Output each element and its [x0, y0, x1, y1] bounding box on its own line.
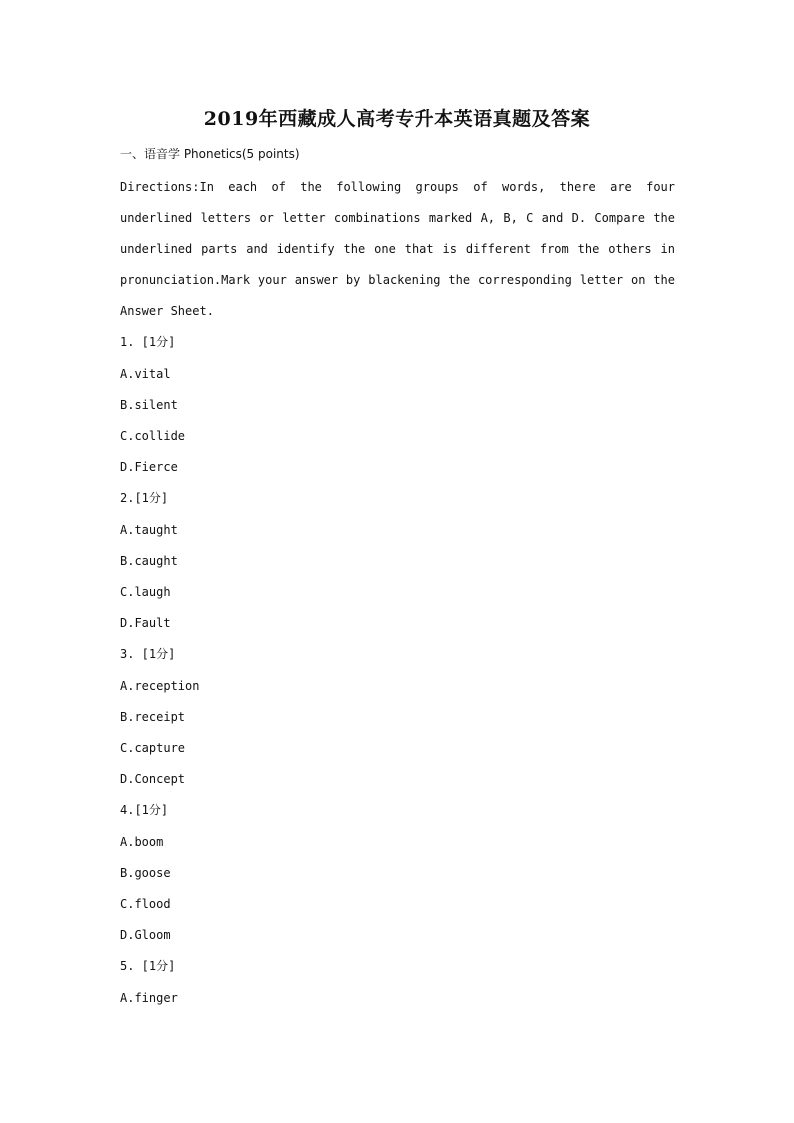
- question-header: 5. [1分]: [120, 959, 176, 973]
- question-header: 3. [1分]: [120, 647, 176, 661]
- answer-option: D.Fierce: [120, 460, 178, 474]
- question-header: 2.[1分]: [120, 491, 169, 505]
- document-title: 2019年西藏成人高考专升本英语真题及答案: [203, 108, 591, 130]
- answer-option: D.Fault: [120, 616, 171, 630]
- answer-option: D.Gloom: [120, 928, 171, 942]
- answer-option: A.taught: [120, 523, 178, 537]
- question-header: 1. [1分]: [120, 335, 176, 349]
- answer-option: C.collide: [120, 429, 186, 443]
- answer-option: D.Concept: [120, 772, 186, 786]
- directions-paragraph: Directions:In each of the following groups of words, there are four underlined letters or letter combinations marked A, B, C and D. Compare the underlined parts and identify the one that is different from the others in pronunciation.Mark your answer by blackening the corresponding letter on the Answer Sheet.: [120, 180, 675, 318]
- answer-option: A.vital: [120, 367, 171, 381]
- question-header: 4.[1分]: [120, 803, 169, 817]
- answer-option: A.reception: [120, 679, 200, 693]
- answer-option: A.finger: [120, 991, 178, 1005]
- section-heading: 一、语音学 Phonetics(5 points): [120, 147, 300, 161]
- answer-option: B.silent: [120, 398, 178, 412]
- answer-option: C.capture: [120, 741, 186, 755]
- answer-option: B.goose: [120, 866, 171, 880]
- answer-option: B.caught: [120, 554, 178, 568]
- answer-option: A.boom: [120, 835, 164, 849]
- answer-option: B.receipt: [120, 710, 186, 724]
- answer-option: C.laugh: [120, 585, 171, 599]
- answer-option: C.flood: [120, 897, 171, 911]
